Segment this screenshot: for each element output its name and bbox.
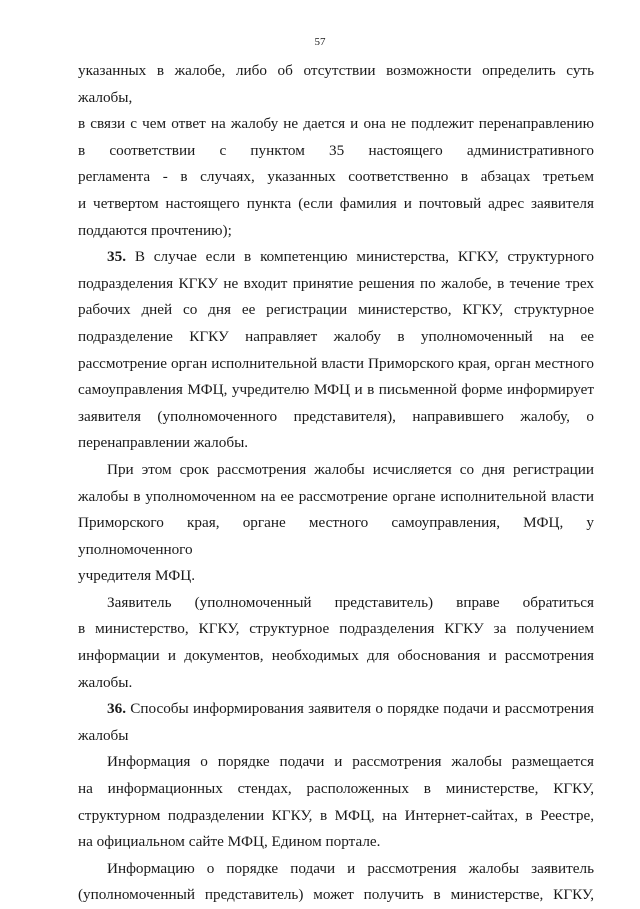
text-line <box>78 510 594 563</box>
line-text: на информационных стендах, расположенных в министерстве, КГКУ, <box>78 780 594 798</box>
line-text: самоуправления МФЦ, учредителю МФЦ и в письменной форме информирует <box>78 381 594 399</box>
line-text: в соответствии с пунктом 35 настоящего административного <box>78 141 594 159</box>
line-text: поддаются прочтению); <box>78 221 232 239</box>
line-text: информации и документов, необходимых для обоснования и рассмотрения <box>78 647 594 665</box>
line-text: В случае если в компетенцию министерства, КГКУ, структурного <box>125 248 594 266</box>
line-text: Приморского края, органе местного самоуправления, МФЦ, у уполномоченного <box>78 514 594 558</box>
line-text: в связи с чем ответ на жалобу не дается и она не подлежит перенаправлению <box>78 115 594 133</box>
line-text: жалобы в уполномоченном на ее рассмотрение органе исполнительной власти <box>78 487 594 505</box>
line-text: структурном подразделении КГКУ, в МФЦ, на Интернет-сайтах, в Реестре, <box>78 806 594 824</box>
text-line <box>78 58 594 111</box>
text-line <box>78 749 594 776</box>
text-line <box>78 643 594 670</box>
line-text: регламента - в случаях, указанных соответственно в абзацах третьем <box>78 168 594 186</box>
line-text: Информацию о порядке подачи и рассмотрения жалобы заявитель <box>107 859 594 877</box>
text-line <box>78 590 594 617</box>
line-text: учредителя МФЦ. <box>78 567 196 585</box>
text-line <box>78 484 594 511</box>
text-line <box>78 616 594 643</box>
clause-number: 35. <box>107 248 126 266</box>
line-text: указанных в жалобе, либо об отсутствии возможности определить суть жалобы, <box>78 62 594 106</box>
line-text: Заявитель (уполномоченный представитель) вправе обратиться <box>107 593 594 611</box>
text-line <box>78 351 594 378</box>
text-line <box>78 457 594 484</box>
line-text: рабочих дней со дня ее регистрации министерство, КГКУ, структурное <box>78 301 594 319</box>
line-text: Способы информирования заявителя о порядке подачи и рассмотрения <box>125 700 594 718</box>
line-text: жалобы <box>78 726 129 744</box>
clause-number: 36. <box>107 700 126 718</box>
text-line <box>78 271 594 298</box>
text-line <box>78 164 594 191</box>
text-line <box>78 244 594 271</box>
line-text: жалобы. <box>78 673 133 691</box>
text-line <box>78 111 594 138</box>
text-line <box>78 430 594 457</box>
text-line <box>78 856 594 883</box>
text-line <box>78 776 594 803</box>
text-line <box>78 563 594 590</box>
page-number: 57 <box>314 36 326 48</box>
document-body <box>78 58 594 909</box>
text-line <box>78 829 594 856</box>
text-line <box>78 138 594 165</box>
text-line <box>78 218 594 245</box>
text-line <box>78 803 594 830</box>
text-line <box>78 297 594 324</box>
line-text: рассмотрение орган исполнительной власти Приморского края, орган местного <box>78 354 594 372</box>
line-text: подразделения КГКУ не входит принятие решения по жалобе, в течение трех <box>78 274 594 292</box>
text-line <box>78 670 594 697</box>
line-text: Информация о порядке подачи и рассмотрения жалобы размещается <box>107 753 594 771</box>
text-line <box>78 882 594 909</box>
text-line <box>78 696 594 723</box>
text-line <box>78 723 594 750</box>
line-text: При этом срок рассмотрения жалобы исчисляется со дня регистрации <box>107 460 594 478</box>
line-text: на официальном сайте МФЦ, Едином портале. <box>78 833 381 851</box>
text-line <box>78 191 594 218</box>
line-text: и четвертом настоящего пункта (если фамилия и почтовый адрес заявителя <box>78 194 594 212</box>
text-line <box>78 404 594 431</box>
line-text: заявителя (уполномоченного представителя), направившего жалобу, о <box>78 407 594 425</box>
line-text: перенаправлении жалобы. <box>78 434 249 452</box>
text-line <box>78 324 594 351</box>
line-text: подразделение КГКУ направляет жалобу в уполномоченный на ее <box>78 327 594 345</box>
line-text: (уполномоченный представитель) может получить в министерстве, КГКУ, <box>78 886 594 904</box>
line-text: в министерство, КГКУ, структурное подразделения КГКУ за получением <box>78 620 594 638</box>
text-line <box>78 377 594 404</box>
